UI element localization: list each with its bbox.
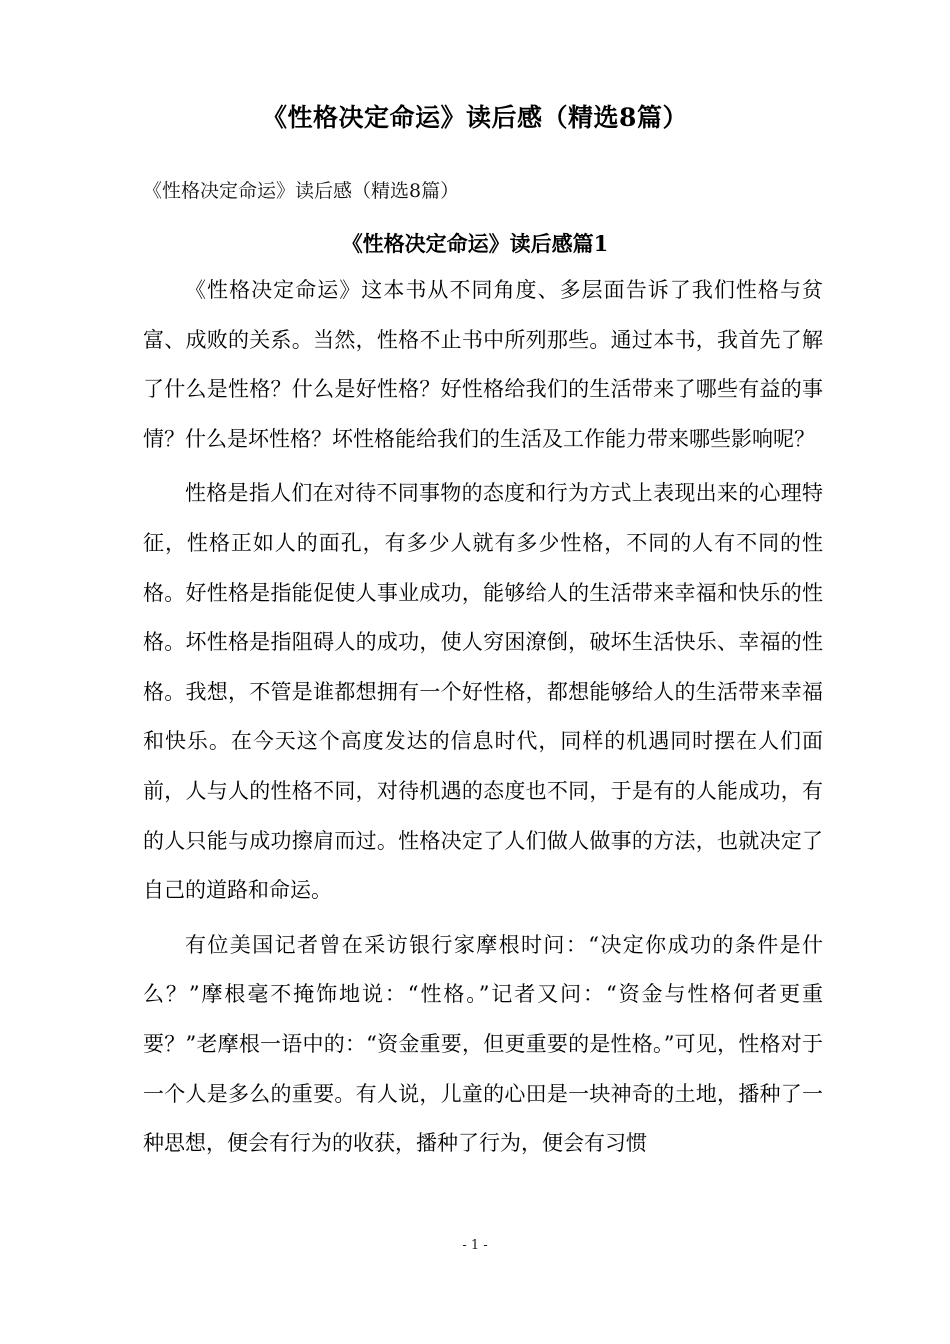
paragraph: 《性格决定命运》这本书从不同角度、多层面告诉了我们性格与贫富、成败的关系。当然，性格不止书中所列那些。通过本书，我首先了解了什么是性格？什么是好性格？好性格给我们的生活带来了哪些有益的事情？什么是坏性格？坏性格能给我们的生活及工作能力带来哪些影响呢？ [143, 278, 823, 451]
document-subtitle: 《性格决定命运》读后感（精选8篇） [143, 180, 460, 202]
paragraph: 有位美国记者曾在采访银行家摩根时问：“决定你成功的条件是什么？”摩根毫不掩饰地说：“性格。”记者又问：“资金与性格何者更重要？”老摩根一语中的：“资金重要，但更重要的是性格。”可见，性格对于一个人是多么的重要。有人说，儿童的心田是一块神奇的土地，播种了一种思想，便会有行为的收获，播种了行为，便会有习惯 [143, 932, 823, 1156]
document-title: 《性格决定命运》读后感（精选8篇） [262, 103, 688, 132]
paragraph: 性格是指人们在对待不同事物的态度和行为方式上表现出来的心理特征，性格正如人的面孔，有多少人就有多少性格，不同的人有不同的性格。好性格是指能促使人事业成功，能够给人的生活带来幸福和快乐的性格。坏性格是指阻碍人的成功，使人穷困潦倒，破坏生活快乐、幸福的性格。我想，不管是谁都想拥有一个好性格，都想能够给人的生活带来幸福和快乐。在今天这个高度发达的信息时代，同样的机遇同时摆在人们面前，人与人的性格不同，对待机遇的态度也不同，于是有的人能成功，有的人只能与成功擦肩而过。性格决定了人们做人做事的方法，也就决定了自己的道路和命运。 [143, 481, 823, 903]
body-text [143, 266, 823, 1174]
page-number: - 1 - [462, 1238, 488, 1253]
section-heading: 《性格决定命运》读后感篇1 [341, 231, 609, 256]
